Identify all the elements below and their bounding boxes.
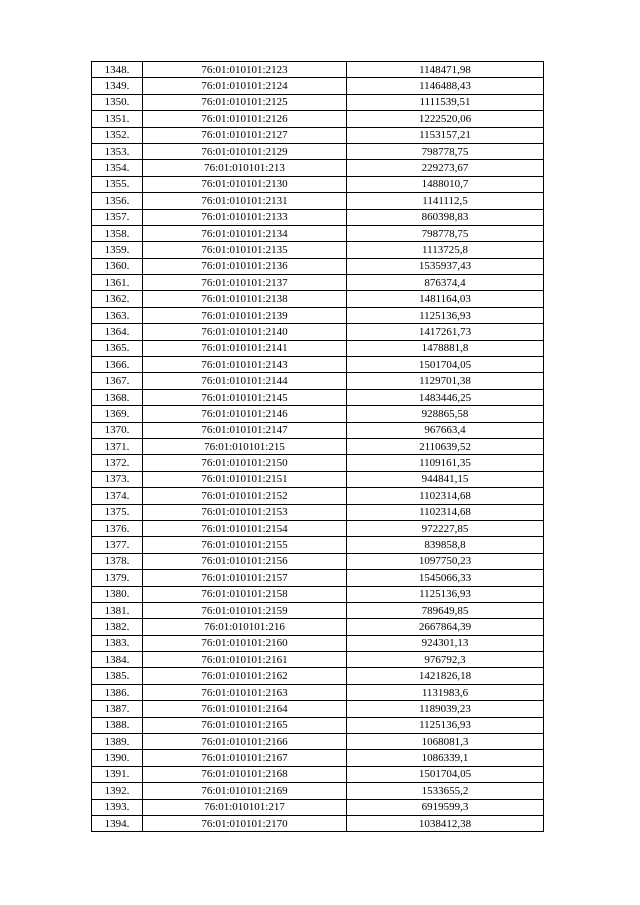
cadastral-value-cell: 1533655,2: [347, 783, 544, 799]
table-row: [92, 111, 544, 127]
table-row: [92, 619, 544, 635]
row-number-cell: 1369.: [92, 406, 143, 422]
cadastral-value-cell: 1535937,43: [347, 258, 544, 274]
table-row: [92, 357, 544, 373]
table-row: [92, 717, 544, 733]
row-number-cell: 1376.: [92, 520, 143, 536]
cadastral-number-cell: 76:01:010101:2125: [143, 94, 347, 110]
cadastral-number-cell: 76:01:010101:2145: [143, 389, 347, 405]
cadastral-value-cell: 789649,85: [347, 602, 544, 618]
row-number-cell: 1372.: [92, 455, 143, 471]
row-number-cell: 1366.: [92, 357, 143, 373]
cadastral-number-cell: 76:01:010101:2150: [143, 455, 347, 471]
cadastral-value-cell: 1125136,93: [347, 717, 544, 733]
cadastral-number-cell: 76:01:010101:215: [143, 438, 347, 454]
table-row: [92, 766, 544, 782]
table-row: [92, 750, 544, 766]
row-number-cell: 1371.: [92, 438, 143, 454]
cadastral-value-cell: 1102314,68: [347, 488, 544, 504]
row-number-cell: 1358.: [92, 225, 143, 241]
cadastral-value-cell: 976792,3: [347, 652, 544, 668]
cadastral-value-cell: 6919599,3: [347, 799, 544, 815]
cadastral-value-cell: 1545066,33: [347, 570, 544, 586]
cadastral-number-cell: 76:01:010101:2127: [143, 127, 347, 143]
cadastral-value-cell: 1111539,51: [347, 94, 544, 110]
cadastral-value-cell: 967663,4: [347, 422, 544, 438]
cadastral-value-cell: 1488010,7: [347, 176, 544, 192]
table-row: [92, 783, 544, 799]
row-number-cell: 1362.: [92, 291, 143, 307]
row-number-cell: 1357.: [92, 209, 143, 225]
table-row: [92, 307, 544, 323]
table-row: [92, 209, 544, 225]
row-number-cell: 1377.: [92, 537, 143, 553]
cadastral-value-cell: 1153157,21: [347, 127, 544, 143]
cadastral-value-cell: 1421826,18: [347, 668, 544, 684]
cadastral-value-cell: 798778,75: [347, 225, 544, 241]
row-number-cell: 1349.: [92, 78, 143, 94]
table-row: [92, 799, 544, 815]
row-number-cell: 1387.: [92, 701, 143, 717]
cadastral-value-cell: 2667864,39: [347, 619, 544, 635]
cadastral-number-cell: 76:01:010101:213: [143, 160, 347, 176]
table-row: [92, 504, 544, 520]
row-number-cell: 1384.: [92, 652, 143, 668]
row-number-cell: 1381.: [92, 602, 143, 618]
row-number-cell: 1351.: [92, 111, 143, 127]
row-number-cell: 1378.: [92, 553, 143, 569]
table-row: [92, 471, 544, 487]
table-row: [92, 291, 544, 307]
cadastral-value-cell: 2110639,52: [347, 438, 544, 454]
cadastral-number-cell: 76:01:010101:2137: [143, 275, 347, 291]
table-body: [92, 62, 544, 832]
row-number-cell: 1391.: [92, 766, 143, 782]
cadastral-number-cell: 76:01:010101:2167: [143, 750, 347, 766]
table-row: [92, 340, 544, 356]
table-row: [92, 373, 544, 389]
row-number-cell: 1390.: [92, 750, 143, 766]
cadastral-number-cell: 76:01:010101:217: [143, 799, 347, 815]
table-row: [92, 537, 544, 553]
cadastral-number-cell: 76:01:010101:2144: [143, 373, 347, 389]
cadastral-value-cell: 876374,4: [347, 275, 544, 291]
cadastral-number-cell: 76:01:010101:2136: [143, 258, 347, 274]
row-number-cell: 1394.: [92, 815, 143, 831]
cadastral-number-cell: 76:01:010101:2163: [143, 684, 347, 700]
cadastral-number-cell: 76:01:010101:2170: [143, 815, 347, 831]
cadastral-value-cell: 839858,8: [347, 537, 544, 553]
row-number-cell: 1356.: [92, 193, 143, 209]
row-number-cell: 1355.: [92, 176, 143, 192]
table-row: [92, 78, 544, 94]
row-number-cell: 1374.: [92, 488, 143, 504]
row-number-cell: 1353.: [92, 143, 143, 159]
table-row: [92, 422, 544, 438]
cadastral-number-cell: 76:01:010101:2154: [143, 520, 347, 536]
cadastral-value-cell: 972227,85: [347, 520, 544, 536]
cadastral-number-cell: 76:01:010101:2130: [143, 176, 347, 192]
table-row: [92, 684, 544, 700]
row-number-cell: 1393.: [92, 799, 143, 815]
cadastral-number-cell: 76:01:010101:2166: [143, 734, 347, 750]
cadastral-number-cell: 76:01:010101:2123: [143, 62, 347, 78]
cadastral-number-cell: 76:01:010101:2138: [143, 291, 347, 307]
table-row: [92, 176, 544, 192]
table-row: [92, 701, 544, 717]
cadastral-number-cell: 76:01:010101:2160: [143, 635, 347, 651]
table-row: [92, 438, 544, 454]
cadastral-value-cell: 1148471,98: [347, 62, 544, 78]
cadastral-number-cell: 76:01:010101:2133: [143, 209, 347, 225]
cadastral-value-cell: 1038412,38: [347, 815, 544, 831]
cadastral-value-cell: 229273,67: [347, 160, 544, 176]
cadastral-value-cell: 1125136,93: [347, 586, 544, 602]
cadastral-value-table: [91, 61, 544, 832]
row-number-cell: 1365.: [92, 340, 143, 356]
table-row: [92, 242, 544, 258]
cadastral-number-cell: 76:01:010101:2141: [143, 340, 347, 356]
row-number-cell: 1367.: [92, 373, 143, 389]
table-row: [92, 668, 544, 684]
cadastral-number-cell: 76:01:010101:2147: [143, 422, 347, 438]
cadastral-number-cell: 76:01:010101:2161: [143, 652, 347, 668]
row-number-cell: 1363.: [92, 307, 143, 323]
table-row: [92, 520, 544, 536]
row-number-cell: 1361.: [92, 275, 143, 291]
row-number-cell: 1383.: [92, 635, 143, 651]
cadastral-number-cell: 76:01:010101:2162: [143, 668, 347, 684]
cadastral-number-cell: 76:01:010101:2153: [143, 504, 347, 520]
cadastral-value-cell: 798778,75: [347, 143, 544, 159]
cadastral-number-cell: 76:01:010101:216: [143, 619, 347, 635]
table-row: [92, 586, 544, 602]
cadastral-number-cell: 76:01:010101:2124: [143, 78, 347, 94]
cadastral-value-cell: 1125136,93: [347, 307, 544, 323]
row-number-cell: 1364.: [92, 324, 143, 340]
table-row: [92, 389, 544, 405]
table-row: [92, 127, 544, 143]
cadastral-value-cell: 1481164,03: [347, 291, 544, 307]
cadastral-number-cell: 76:01:010101:2131: [143, 193, 347, 209]
row-number-cell: 1379.: [92, 570, 143, 586]
table-row: [92, 275, 544, 291]
cadastral-number-cell: 76:01:010101:2135: [143, 242, 347, 258]
cadastral-number-cell: 76:01:010101:2152: [143, 488, 347, 504]
row-number-cell: 1382.: [92, 619, 143, 635]
cadastral-value-cell: 924301,13: [347, 635, 544, 651]
cadastral-number-cell: 76:01:010101:2159: [143, 602, 347, 618]
cadastral-value-cell: 1146488,43: [347, 78, 544, 94]
table-row: [92, 734, 544, 750]
table-row: [92, 225, 544, 241]
table-row: [92, 652, 544, 668]
table-row: [92, 406, 544, 422]
cadastral-value-cell: 944841,15: [347, 471, 544, 487]
table-row: [92, 160, 544, 176]
row-number-cell: 1373.: [92, 471, 143, 487]
row-number-cell: 1388.: [92, 717, 143, 733]
cadastral-value-cell: 1113725,8: [347, 242, 544, 258]
cadastral-number-cell: 76:01:010101:2156: [143, 553, 347, 569]
cadastral-number-cell: 76:01:010101:2155: [143, 537, 347, 553]
cadastral-value-cell: 1483446,25: [347, 389, 544, 405]
row-number-cell: 1375.: [92, 504, 143, 520]
cadastral-value-cell: 1068081,3: [347, 734, 544, 750]
cadastral-value-cell: 1109161,35: [347, 455, 544, 471]
cadastral-number-cell: 76:01:010101:2146: [143, 406, 347, 422]
cadastral-value-cell: 1417261,73: [347, 324, 544, 340]
cadastral-value-cell: 928865,58: [347, 406, 544, 422]
table-row: [92, 324, 544, 340]
row-number-cell: 1359.: [92, 242, 143, 258]
cadastral-number-cell: 76:01:010101:2143: [143, 357, 347, 373]
cadastral-value-cell: 1189039,23: [347, 701, 544, 717]
cadastral-value-cell: 1131983,6: [347, 684, 544, 700]
table-row: [92, 143, 544, 159]
cadastral-number-cell: 76:01:010101:2134: [143, 225, 347, 241]
table-row: [92, 553, 544, 569]
row-number-cell: 1352.: [92, 127, 143, 143]
table-row: [92, 258, 544, 274]
table-row: [92, 602, 544, 618]
cadastral-number-cell: 76:01:010101:2151: [143, 471, 347, 487]
table-row: [92, 635, 544, 651]
table-row: [92, 193, 544, 209]
cadastral-number-cell: 76:01:010101:2169: [143, 783, 347, 799]
cadastral-number-cell: 76:01:010101:2140: [143, 324, 347, 340]
row-number-cell: 1354.: [92, 160, 143, 176]
cadastral-number-cell: 76:01:010101:2165: [143, 717, 347, 733]
table-row: [92, 62, 544, 78]
cadastral-value-cell: 1141112,5: [347, 193, 544, 209]
cadastral-number-cell: 76:01:010101:2139: [143, 307, 347, 323]
cadastral-value-cell: 1501704,05: [347, 766, 544, 782]
table-row: [92, 570, 544, 586]
cadastral-value-cell: 1478881,8: [347, 340, 544, 356]
cadastral-value-cell: 1086339,1: [347, 750, 544, 766]
table-row: [92, 94, 544, 110]
cadastral-number-cell: 76:01:010101:2126: [143, 111, 347, 127]
cadastral-value-cell: 1501704,05: [347, 357, 544, 373]
row-number-cell: 1370.: [92, 422, 143, 438]
cadastral-number-cell: 76:01:010101:2164: [143, 701, 347, 717]
cadastral-number-cell: 76:01:010101:2168: [143, 766, 347, 782]
cadastral-value-cell: 860398,83: [347, 209, 544, 225]
table-row: [92, 815, 544, 831]
cadastral-value-cell: 1222520,06: [347, 111, 544, 127]
table-row: [92, 455, 544, 471]
cadastral-number-cell: 76:01:010101:2157: [143, 570, 347, 586]
row-number-cell: 1348.: [92, 62, 143, 78]
row-number-cell: 1380.: [92, 586, 143, 602]
row-number-cell: 1350.: [92, 94, 143, 110]
cadastral-number-cell: 76:01:010101:2158: [143, 586, 347, 602]
row-number-cell: 1360.: [92, 258, 143, 274]
cadastral-value-cell: 1097750,23: [347, 553, 544, 569]
row-number-cell: 1368.: [92, 389, 143, 405]
cadastral-number-cell: 76:01:010101:2129: [143, 143, 347, 159]
row-number-cell: 1386.: [92, 684, 143, 700]
row-number-cell: 1389.: [92, 734, 143, 750]
row-number-cell: 1385.: [92, 668, 143, 684]
table-row: [92, 488, 544, 504]
row-number-cell: 1392.: [92, 783, 143, 799]
cadastral-value-cell: 1129701,38: [347, 373, 544, 389]
cadastral-value-cell: 1102314,68: [347, 504, 544, 520]
